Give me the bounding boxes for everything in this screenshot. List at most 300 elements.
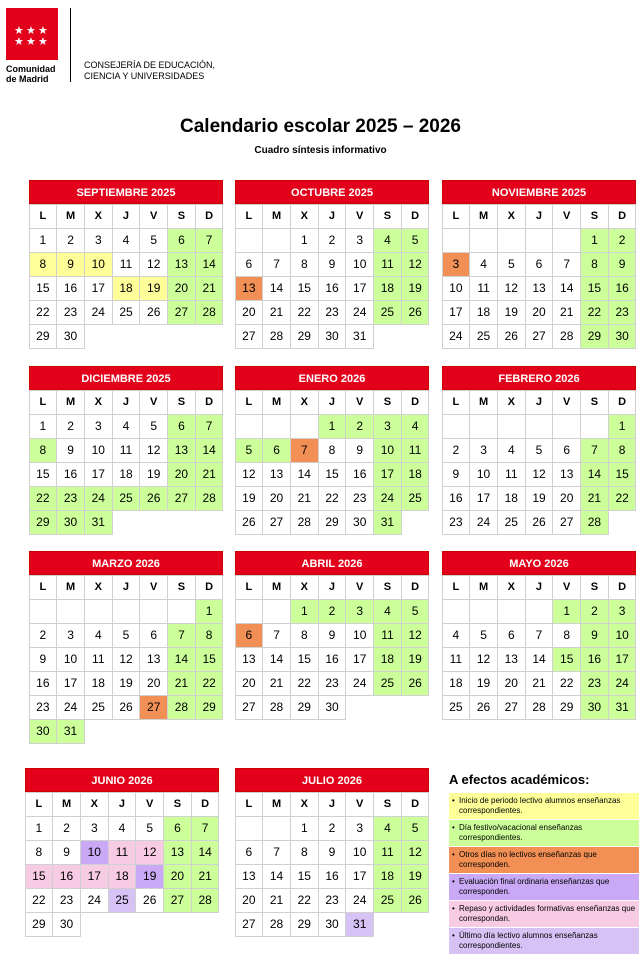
day-cell: 5 <box>139 414 168 439</box>
weekday-header: M <box>262 792 291 817</box>
day-cell: 4 <box>373 816 402 841</box>
day-cell: 5 <box>525 438 554 463</box>
day-cell: 17 <box>469 486 498 511</box>
empty-day-cell <box>552 414 581 439</box>
day-cell: 30 <box>56 510 85 535</box>
day-cell: 24 <box>80 888 109 913</box>
day-cell: 10 <box>80 840 109 865</box>
month-title: ABRIL 2026 <box>235 551 429 575</box>
day-cell: 14 <box>262 647 291 672</box>
legend-item-nonteaching <box>449 847 639 874</box>
day-cell: 7 <box>167 623 196 648</box>
weekday-header: S <box>167 575 196 600</box>
weekday-header: M <box>469 390 498 415</box>
day-cell: 30 <box>608 324 637 349</box>
day-cell: 14 <box>290 462 319 487</box>
logo-name: Comunidad de Madrid <box>6 64 56 84</box>
day-cell: 19 <box>235 486 264 511</box>
day-cell: 5 <box>401 228 430 253</box>
comunidad-madrid-logo <box>6 8 64 84</box>
day-cell: 5 <box>469 623 498 648</box>
day-cell: 8 <box>318 438 347 463</box>
weekday-header: L <box>29 390 58 415</box>
weekday-header: X <box>290 390 319 415</box>
day-cell: 28 <box>262 324 291 349</box>
day-cell: 6 <box>497 623 526 648</box>
day-cell: 3 <box>80 816 109 841</box>
weekday-header: J <box>318 390 347 415</box>
day-cell: 17 <box>80 864 109 889</box>
weekday-header: L <box>235 575 264 600</box>
month-grid <box>235 204 429 348</box>
day-cell: 18 <box>442 671 471 696</box>
day-cell: 9 <box>56 252 85 277</box>
day-cell: 20 <box>235 888 264 913</box>
day-cell: 3 <box>84 414 113 439</box>
day-cell: 12 <box>235 462 264 487</box>
day-cell: 11 <box>497 462 526 487</box>
weekday-header: V <box>345 204 374 229</box>
empty-day-cell <box>469 414 498 439</box>
weekday-header: X <box>290 575 319 600</box>
day-cell: 13 <box>235 276 264 301</box>
weekday-header: V <box>139 575 168 600</box>
weekday-header: M <box>52 792 81 817</box>
day-cell: 9 <box>580 623 609 648</box>
empty-day-cell <box>469 599 498 624</box>
day-cell: 23 <box>56 486 85 511</box>
day-cell: 28 <box>262 912 291 937</box>
weekday-header: X <box>290 792 319 817</box>
day-cell: 20 <box>163 864 192 889</box>
day-cell: 8 <box>29 252 58 277</box>
day-cell: 29 <box>552 695 581 720</box>
day-cell: 22 <box>290 888 319 913</box>
weekday-header: L <box>25 792 54 817</box>
day-cell: 16 <box>52 864 81 889</box>
month-grid <box>29 575 223 743</box>
day-cell: 25 <box>497 510 526 535</box>
day-cell: 2 <box>442 438 471 463</box>
day-cell: 9 <box>608 252 637 277</box>
day-cell: 14 <box>262 276 291 301</box>
day-cell: 5 <box>401 599 430 624</box>
weekday-header: S <box>580 390 609 415</box>
weekday-header: D <box>608 390 637 415</box>
day-cell: 11 <box>112 438 141 463</box>
day-cell: 11 <box>84 647 113 672</box>
day-cell: 24 <box>373 486 402 511</box>
day-cell: 22 <box>318 486 347 511</box>
day-cell: 18 <box>401 462 430 487</box>
day-cell: 3 <box>442 252 471 277</box>
day-cell: 23 <box>580 671 609 696</box>
day-cell: 21 <box>191 864 220 889</box>
weekday-header: L <box>235 390 264 415</box>
month-grid <box>442 390 636 534</box>
day-cell: 24 <box>84 486 113 511</box>
day-cell: 9 <box>29 647 58 672</box>
empty-day-cell <box>112 599 141 624</box>
day-cell: 15 <box>552 647 581 672</box>
day-cell: 24 <box>84 300 113 325</box>
day-cell: 25 <box>373 888 402 913</box>
day-cell: 6 <box>163 816 192 841</box>
day-cell: 18 <box>469 300 498 325</box>
empty-day-cell <box>525 599 554 624</box>
day-cell: 4 <box>401 414 430 439</box>
day-cell: 5 <box>235 438 264 463</box>
weekday-header: L <box>29 575 58 600</box>
day-cell: 7 <box>552 252 581 277</box>
legend-item-last <box>449 928 639 955</box>
empty-day-cell <box>580 414 609 439</box>
day-cell: 9 <box>345 438 374 463</box>
weekday-header: D <box>195 575 224 600</box>
day-cell: 21 <box>262 888 291 913</box>
day-cell: 25 <box>84 695 113 720</box>
day-cell: 17 <box>84 276 113 301</box>
day-cell: 29 <box>29 324 58 349</box>
day-cell: 29 <box>580 324 609 349</box>
day-cell: 23 <box>29 695 58 720</box>
day-cell: 26 <box>525 510 554 535</box>
day-cell: 7 <box>195 228 224 253</box>
day-cell: 28 <box>167 695 196 720</box>
day-cell: 20 <box>262 486 291 511</box>
day-cell: 3 <box>56 623 85 648</box>
day-cell: 9 <box>442 462 471 487</box>
day-cell: 16 <box>318 864 347 889</box>
day-cell: 22 <box>608 486 637 511</box>
day-cell: 15 <box>29 276 58 301</box>
empty-day-cell <box>525 414 554 439</box>
day-cell: 15 <box>608 462 637 487</box>
day-cell: 13 <box>552 462 581 487</box>
day-cell: 21 <box>580 486 609 511</box>
day-cell: 4 <box>469 252 498 277</box>
weekday-header: X <box>80 792 109 817</box>
weekday-header: J <box>318 575 347 600</box>
day-cell: 26 <box>135 888 164 913</box>
weekday-header: V <box>552 575 581 600</box>
month-grid <box>442 575 636 719</box>
day-cell: 19 <box>401 276 430 301</box>
day-cell: 21 <box>525 671 554 696</box>
day-cell: 25 <box>401 486 430 511</box>
day-cell: 28 <box>262 695 291 720</box>
day-cell: 15 <box>25 864 54 889</box>
month-title: FEBRERO 2026 <box>442 366 636 390</box>
day-cell: 4 <box>112 228 141 253</box>
day-cell: 17 <box>608 647 637 672</box>
day-cell: 27 <box>167 486 196 511</box>
day-cell: 24 <box>608 671 637 696</box>
day-cell: 19 <box>525 486 554 511</box>
legend-item-start <box>449 793 639 820</box>
day-cell: 2 <box>580 599 609 624</box>
day-cell: 7 <box>290 438 319 463</box>
weekday-header: S <box>167 390 196 415</box>
day-cell: 7 <box>580 438 609 463</box>
day-cell: 15 <box>580 276 609 301</box>
day-cell: 13 <box>139 647 168 672</box>
legend <box>449 772 639 955</box>
empty-day-cell <box>525 228 554 253</box>
day-cell: 31 <box>345 324 374 349</box>
day-cell: 13 <box>235 864 264 889</box>
month-grid <box>29 390 223 534</box>
day-cell: 22 <box>25 888 54 913</box>
empty-day-cell <box>442 414 471 439</box>
day-cell: 14 <box>552 276 581 301</box>
day-cell: 20 <box>235 671 264 696</box>
day-cell: 8 <box>290 623 319 648</box>
day-cell: 19 <box>139 276 168 301</box>
day-cell: 19 <box>112 671 141 696</box>
day-cell: 21 <box>195 276 224 301</box>
day-cell: 28 <box>195 300 224 325</box>
month-title: JULIO 2026 <box>235 768 429 792</box>
empty-day-cell <box>29 599 58 624</box>
day-cell: 13 <box>262 462 291 487</box>
day-cell: 6 <box>167 228 196 253</box>
weekday-header: J <box>525 575 554 600</box>
day-cell: 24 <box>56 695 85 720</box>
day-cell: 16 <box>29 671 58 696</box>
day-cell: 4 <box>373 228 402 253</box>
day-cell: 26 <box>139 300 168 325</box>
weekday-header: X <box>84 204 113 229</box>
weekday-header: J <box>112 204 141 229</box>
day-cell: 12 <box>135 840 164 865</box>
day-cell: 16 <box>580 647 609 672</box>
day-cell: 12 <box>112 647 141 672</box>
day-cell: 2 <box>29 623 58 648</box>
day-cell: 28 <box>552 324 581 349</box>
day-cell: 17 <box>345 647 374 672</box>
bullet-icon: • <box>452 904 455 913</box>
empty-day-cell <box>262 228 291 253</box>
day-cell: 1 <box>25 816 54 841</box>
day-cell: 1 <box>290 816 319 841</box>
day-cell: 9 <box>52 840 81 865</box>
day-cell: 31 <box>56 719 85 744</box>
day-cell: 23 <box>442 510 471 535</box>
day-cell: 2 <box>56 228 85 253</box>
day-cell: 29 <box>290 695 319 720</box>
day-cell: 3 <box>345 599 374 624</box>
month-title: DICIEMBRE 2025 <box>29 366 223 390</box>
month-grid <box>29 204 223 348</box>
month-2 <box>442 180 636 348</box>
day-cell: 18 <box>108 864 137 889</box>
day-cell: 19 <box>401 647 430 672</box>
day-cell: 9 <box>318 623 347 648</box>
empty-day-cell <box>84 599 113 624</box>
day-cell: 6 <box>525 252 554 277</box>
empty-day-cell <box>497 599 526 624</box>
month-6 <box>29 551 223 743</box>
day-cell: 7 <box>525 623 554 648</box>
day-cell: 31 <box>373 510 402 535</box>
weekday-header: D <box>608 575 637 600</box>
day-cell: 24 <box>345 888 374 913</box>
month-title: JUNIO 2026 <box>25 768 219 792</box>
day-cell: 28 <box>580 510 609 535</box>
day-cell: 23 <box>318 671 347 696</box>
day-cell: 15 <box>318 462 347 487</box>
day-cell: 28 <box>191 888 220 913</box>
day-cell: 15 <box>195 647 224 672</box>
day-cell: 31 <box>84 510 113 535</box>
day-cell: 5 <box>112 623 141 648</box>
day-cell: 28 <box>290 510 319 535</box>
day-cell: 4 <box>497 438 526 463</box>
day-cell: 22 <box>580 300 609 325</box>
day-cell: 6 <box>235 840 264 865</box>
department-name <box>84 60 215 82</box>
day-cell: 10 <box>56 647 85 672</box>
day-cell: 27 <box>262 510 291 535</box>
weekday-header: M <box>262 575 291 600</box>
month-4 <box>235 366 429 534</box>
day-cell: 12 <box>525 462 554 487</box>
day-cell: 14 <box>191 840 220 865</box>
day-cell: 2 <box>52 816 81 841</box>
day-cell: 14 <box>167 647 196 672</box>
day-cell: 1 <box>580 228 609 253</box>
empty-day-cell <box>469 228 498 253</box>
day-cell: 16 <box>56 462 85 487</box>
day-cell: 9 <box>318 840 347 865</box>
day-cell: 31 <box>608 695 637 720</box>
empty-day-cell <box>167 599 196 624</box>
day-cell: 12 <box>497 276 526 301</box>
weekday-header: J <box>112 575 141 600</box>
day-cell: 10 <box>345 252 374 277</box>
day-cell: 8 <box>29 438 58 463</box>
weekday-header: V <box>345 792 374 817</box>
day-cell: 29 <box>195 695 224 720</box>
day-cell: 19 <box>135 864 164 889</box>
day-cell: 13 <box>235 647 264 672</box>
day-cell: 21 <box>552 300 581 325</box>
day-cell: 8 <box>552 623 581 648</box>
month-grid <box>235 390 429 534</box>
day-cell: 18 <box>112 276 141 301</box>
day-cell: 8 <box>608 438 637 463</box>
empty-day-cell <box>497 414 526 439</box>
bullet-icon: • <box>452 877 455 886</box>
month-title: OCTUBRE 2025 <box>235 180 429 204</box>
day-cell: 19 <box>401 864 430 889</box>
day-cell: 25 <box>112 486 141 511</box>
day-cell: 9 <box>318 252 347 277</box>
day-cell: 22 <box>29 300 58 325</box>
day-cell: 23 <box>608 300 637 325</box>
day-cell: 29 <box>318 510 347 535</box>
day-cell: 15 <box>290 647 319 672</box>
day-cell: 8 <box>580 252 609 277</box>
day-cell: 26 <box>112 695 141 720</box>
day-cell: 30 <box>56 324 85 349</box>
weekday-header: S <box>580 575 609 600</box>
weekday-header: S <box>373 390 402 415</box>
weekday-header: M <box>262 204 291 229</box>
weekday-header: X <box>84 390 113 415</box>
day-cell: 14 <box>525 647 554 672</box>
day-cell: 4 <box>112 414 141 439</box>
weekday-header: L <box>442 204 471 229</box>
day-cell: 11 <box>442 647 471 672</box>
day-cell: 17 <box>84 462 113 487</box>
day-cell: 28 <box>525 695 554 720</box>
weekday-header: V <box>345 390 374 415</box>
day-cell: 6 <box>235 252 264 277</box>
day-cell: 15 <box>290 864 319 889</box>
day-cell: 17 <box>442 300 471 325</box>
day-cell: 27 <box>525 324 554 349</box>
day-cell: 27 <box>167 300 196 325</box>
day-cell: 6 <box>167 414 196 439</box>
weekday-header: D <box>401 575 430 600</box>
day-cell: 7 <box>262 623 291 648</box>
day-cell: 3 <box>345 816 374 841</box>
day-cell: 3 <box>84 228 113 253</box>
day-cell: 27 <box>235 912 264 937</box>
weekday-header: S <box>373 792 402 817</box>
day-cell: 12 <box>139 252 168 277</box>
month-1 <box>235 180 429 348</box>
day-cell: 2 <box>318 228 347 253</box>
day-cell: 2 <box>318 599 347 624</box>
day-cell: 29 <box>290 324 319 349</box>
month-title: MARZO 2026 <box>29 551 223 575</box>
month-grid <box>25 792 219 936</box>
weekday-header: M <box>56 575 85 600</box>
month-title: ENERO 2026 <box>235 366 429 390</box>
legend-item-holiday <box>449 820 639 847</box>
day-cell: 25 <box>469 324 498 349</box>
day-cell: 2 <box>608 228 637 253</box>
weekday-header: S <box>580 204 609 229</box>
day-cell: 25 <box>373 300 402 325</box>
day-cell: 8 <box>25 840 54 865</box>
weekday-header: V <box>139 204 168 229</box>
day-cell: 10 <box>608 623 637 648</box>
empty-day-cell <box>262 414 291 439</box>
empty-day-cell <box>262 599 291 624</box>
day-cell: 26 <box>139 486 168 511</box>
day-cell: 1 <box>318 414 347 439</box>
day-cell: 1 <box>290 228 319 253</box>
day-cell: 28 <box>195 486 224 511</box>
day-cell: 24 <box>345 671 374 696</box>
day-cell: 10 <box>373 438 402 463</box>
day-cell: 21 <box>167 671 196 696</box>
logo-divider <box>70 8 71 82</box>
day-cell: 16 <box>608 276 637 301</box>
page-subtitle: Cuadro síntesis informativo <box>254 145 387 156</box>
empty-day-cell <box>497 228 526 253</box>
day-cell: 9 <box>56 438 85 463</box>
month-5 <box>442 366 636 534</box>
day-cell: 11 <box>373 840 402 865</box>
day-cell: 3 <box>469 438 498 463</box>
weekday-header: J <box>318 792 347 817</box>
day-cell: 11 <box>401 438 430 463</box>
